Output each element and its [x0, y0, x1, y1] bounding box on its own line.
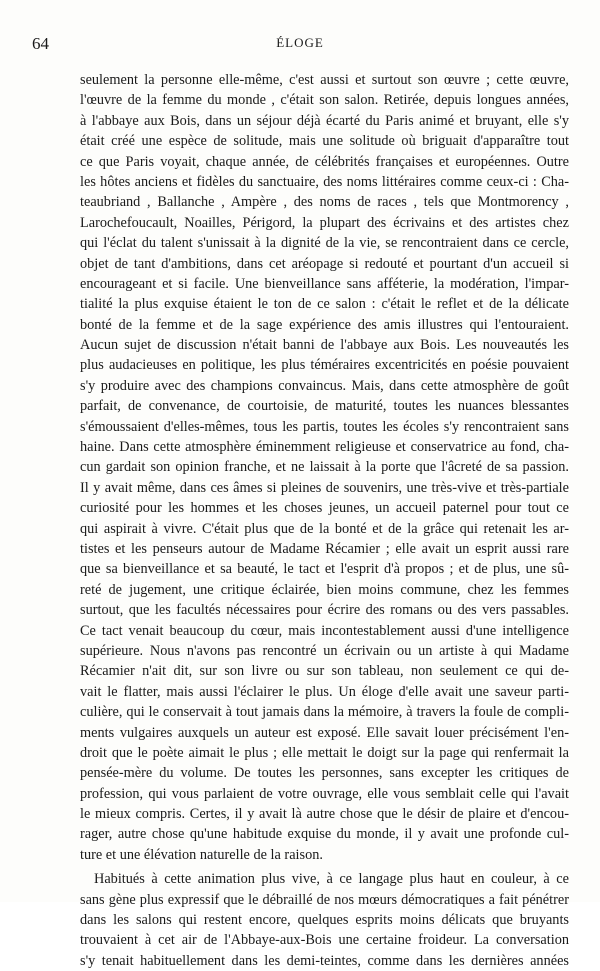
text-line: Habitués à cette animation plus vive, à ce langage plus haut en couleur, à ce: [94, 871, 569, 888]
text-line: que sa bienveillance et sa beauté, le tact et l'esprit d'à propos ; et de plus, une sû-: [80, 561, 569, 578]
text-line: supérieure. Nous n'avons pas rencontré un écrivain ou un artiste à qui Madame: [80, 642, 569, 659]
paragraph: [80, 869, 569, 971]
text-line: rager, autre chose qu'une habitude exquise du monde, il y avait une profonde cul-: [80, 826, 569, 843]
running-title: ÉLOGE: [276, 35, 324, 50]
text-line: Récamier n'ait dit, sur son livre ou sur son tableau, non seulement ce qui de-: [80, 663, 569, 680]
text-line: culière, qui le conservait à tout jamais dans la mémoire, à travers la foule de compli-: [80, 704, 569, 721]
text-line: teaubriand , Ballanche , Ampère , des noms de races , tels que Montmorency ,: [80, 194, 569, 211]
text-line: droit que le poète aimait le plus ; elle mettait le doigt sur la page qui renfermait la: [80, 744, 569, 761]
text-line: Il y avait même, dans ces âmes si pleines de souvenirs, une très-vive et très-partiale: [80, 479, 569, 496]
text-line: seulement la personne elle-même, c'est aussi et surtout son œuvre ; cette œuvre,: [80, 72, 569, 88]
text-line: ments vulgaires auxquels un auteur est exposé. Elle savait louer précisément l'en-: [80, 724, 569, 741]
page-header: [32, 34, 568, 58]
text-line: bonté de la femme et de la sage expérience des amis illustres qui l'entouraient.: [80, 316, 569, 333]
text-line: qui aspirait à vivre. C'était plus que de la bonté et de la grâce qui retenait les ar-: [80, 520, 569, 537]
text-line: profession, qui vous parlaient de votre ouvrage, elle vous semblait celle qui l'avait: [80, 785, 569, 802]
text-line: tialité la plus exquise étaient le ton de ce salon : c'était le reflet et de la délicate: [80, 296, 569, 313]
text-line: plus audacieuses en politique, les plus téméraires excentricités en poésie pouvaient: [80, 357, 569, 374]
text-line: curiosité pour les hommes et les choses jeunes, un accueil paternel pour tout ce: [80, 500, 569, 517]
text-line: s'y produire avec des champions convaincus. Mais, dans cette atmosphère de goût: [80, 377, 569, 394]
text-line: objet de tant d'ambitions, dans cet aréopage si redouté et pourtant d'un accueil si: [80, 255, 569, 272]
text-line: ce que Paris voyait, chaque année, de célébrités françaises et européennes. Outre: [80, 153, 569, 170]
body-text: [80, 70, 569, 971]
text-line: surtout, que les facultés nécessaires pour écrire des romans ou des vers passables.: [80, 602, 569, 619]
text-line: pensée-mère du volume. De toutes les personnes, sans excepter les critiques de: [80, 765, 569, 782]
text-line: vait le flatter, mais aussi l'éclairer le plus. Un éloge d'elle avait une saveur parti-: [80, 683, 569, 700]
text-line: s'émoussaient d'elles-mêmes, tous les partis, toutes les écoles s'y rencontraient sans: [80, 418, 569, 435]
text-line: le mieux compris. Certes, il y avait là autre chose que le désir de plaire et d'encou-: [80, 806, 569, 823]
text-line: les hôtes anciens et fidèles du sanctuaire, des noms littéraires comme ceux-ci : Cha-: [80, 173, 569, 190]
text-line: tistes et les penseurs autour de Madame Récamier ; elle avait un esprit aussi rare: [80, 540, 569, 557]
text-line: cun gardait son opinion franche, et ne laissait à la porte que l'âcreté de sa passion.: [80, 459, 569, 476]
text-line: reté de jugement, une critique éclairée, bien moins commune, chez les femmes: [80, 581, 569, 598]
text-line: encourageant et si facile. Une bienveillance sans afféterie, la modération, l'impar-: [80, 275, 569, 292]
text-line: sans gène plus expressif que le débraillé de nos mœurs démocratiques a fait pénétrer: [80, 891, 569, 908]
text-line: l'œuvre de la femme du monde , c'était son salon. Retirée, depuis longues années,: [80, 92, 569, 109]
text-line: trouvaient à cet air de l'Abbaye-aux-Bois une certaine froideur. La conversation: [80, 932, 569, 949]
text-line: haine. Dans cette atmosphère éminemment religieuse et conservatrice au fond, cha-: [80, 439, 569, 456]
text-line: Ce tact venait beaucoup du cœur, mais incontestablement aussi d'une intelligence: [80, 622, 569, 639]
paragraph: [80, 70, 569, 865]
text-line: ture et une élévation naturelle de la raison.: [80, 846, 323, 863]
text-line: parfait, de convenance, de courtoisie, de maturité, toutes les nuances blessantes: [80, 398, 569, 415]
text-line: qui l'éclat du talent s'unissait à la dignité de la vie, se rencontraient dans ce cercle,: [80, 235, 569, 252]
text-line: était créé une espèce de solitude, mais une solitude où briguait d'apparaître tout: [80, 133, 569, 150]
page-number: 64: [32, 34, 49, 53]
text-line: Larochefoucault, Noailles, Périgord, la plupart des écrivains et des artistes chez: [80, 214, 569, 231]
text-line: s'y tenait habituellement dans les demi-teintes, comme dans les dernières années: [80, 952, 569, 969]
text-line: dans les salons qui restent encore, quelques esprits moins délicats que bruyants: [80, 912, 569, 929]
text-line: à l'abbaye aux Bois, dans un séjour déjà écarté du Paris animé et bruyant, elle s'y: [80, 112, 569, 129]
text-line: Aucun sujet de discussion n'était banni de l'abbaye aux Bois. Les nouveautés les: [80, 337, 569, 354]
